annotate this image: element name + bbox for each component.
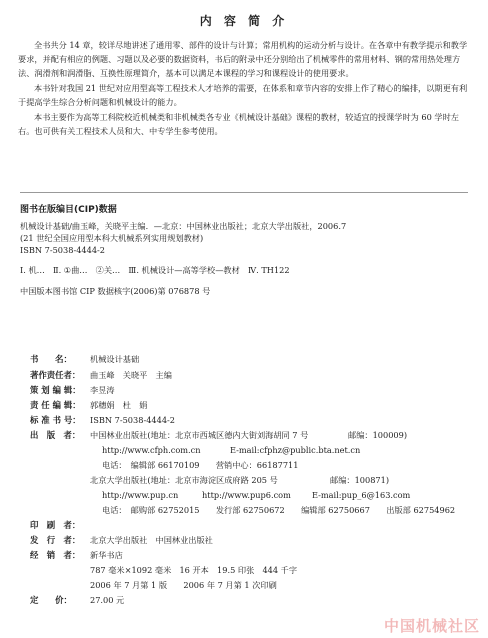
publisher2-zip: 邮编：100871): [330, 475, 390, 485]
field-label: 书 名：: [30, 354, 72, 364]
edition-info: 2006 年 7 月第 1 版 2006 年 7 月第 1 次印刷: [90, 580, 277, 590]
publisher2-phone: 电话： 邮购部 62752015 发行部 62750672 编辑部 62750667 出版部 62754962: [102, 505, 456, 515]
publisher-web: http://www.cfph.com.cn: [102, 445, 201, 455]
isbn: ISBN 7-5038-4444-2: [90, 415, 176, 425]
publisher2-web: http://www.pup.cn: [102, 490, 179, 500]
cip-block: [20, 220, 470, 297]
publisher-contact-row: [30, 443, 480, 458]
watermark: 中国机械社区: [383, 617, 480, 635]
cip-line: ISBN 7-5038-4444-2: [20, 245, 106, 255]
price-row: [30, 593, 480, 608]
publisher2-phone-row: [30, 503, 480, 518]
introduction: [18, 38, 468, 139]
book-format: 787 毫米×1092 毫米 16 开本 19.5 印张 444 千字: [90, 565, 298, 575]
cip-line: (21 世纪全国应用型本科大机械系列实用规划教材): [20, 233, 204, 243]
intro-paragraph: 全书共分 14 章，较详尽地讲述了通用零、部件的设计与计算；常用机构的运动分析与设计。在各章中有教学提示和教学要求，并配有相应的例题、习题以及必要的数据资料，书后的附录中还分别给出了机械零件的常用材料、钢的常用热处理方法、润滑剂和润滑脂、互换性原理简介，基本可以满足本课程的学习和课程设计的使用要求。: [18, 40, 468, 78]
section-divider: [20, 192, 468, 193]
page-title: 内 容 简 介: [199, 14, 289, 28]
intro-paragraph: 本书针对我国 21 世纪对应用型高等工程技术人才培养的需要，在体系和章节内容的安排上作了精心的编排，以期更有利于提高学生综合分析问题和机械设计的能力。: [18, 83, 468, 107]
field-label: 印 刷 者：: [30, 520, 81, 530]
cip-line: Ⅰ. 机… Ⅱ. ①曲… ②关… Ⅲ. 机械设计—高等学校—教材 Ⅳ. TH122: [20, 265, 290, 275]
publisher-zip: 邮编：100009): [348, 430, 408, 440]
book-title-row: [30, 352, 480, 368]
publisher2-web2: http://www.pup6.com: [202, 490, 291, 500]
publisher2-email: E-mail:pup_6@163.com: [312, 490, 411, 500]
printer-row: [30, 518, 480, 533]
edition-row: [30, 578, 480, 593]
field-label: 著作责任者：: [30, 370, 81, 380]
field-label: 策 划 编 辑：: [30, 385, 81, 395]
author: 曲玉峰 关晓平 主编: [90, 370, 172, 380]
copyright-page: [30, 352, 480, 608]
editor: 郭穗娟 杜 娟: [90, 400, 148, 410]
cip-line: 机械设计基础/曲玉峰，关晓平主编．—北京：中国林业出版社；北京大学出版社，2006.7: [20, 221, 347, 231]
seller: 新华书店: [90, 550, 123, 560]
editor-row: [30, 398, 480, 413]
field-label: 定 价：: [30, 595, 72, 605]
isbn-row: [30, 413, 480, 428]
field-label: 标 准 书 号：: [30, 415, 81, 425]
distributor: 北京大学出版社 中国林业出版社: [90, 535, 213, 545]
book-title: 机械设计基础: [90, 354, 140, 364]
cip-heading: 图书在版编目(CIP)数据: [20, 205, 117, 215]
author-row: [30, 368, 480, 383]
publisher-address: 中国林业出版社(地址：北京市西城区德内大街刘海胡同 7 号: [90, 430, 309, 440]
publisher-row: [30, 428, 480, 443]
seller-row: [30, 548, 480, 563]
field-label: 出 版 者：: [30, 430, 81, 440]
publisher2-contact-row: [30, 488, 480, 503]
format-row: [30, 563, 480, 578]
field-label: 责 任 编 辑：: [30, 400, 81, 410]
publisher-phone-row: [30, 458, 480, 473]
field-label: 经 销 者：: [30, 550, 81, 560]
publisher2-row: [30, 473, 480, 488]
distributor-row: [30, 533, 480, 548]
publisher-phone: 电话： 编辑部 66170109 营销中心：66187711: [102, 460, 299, 470]
planner: 李昱涛: [90, 385, 115, 395]
intro-paragraph: 本书主要作为高等工科院校近机械类和非机械类各专业《机械设计基础》课程的教材，较适宜的授课学时为 60 学时左右。也可供有关工程技术人员和大、中专学生参考使用。: [18, 112, 459, 136]
publisher-email: E-mail:cfphz@public.bta.net.cn: [230, 445, 361, 455]
planner-row: [30, 383, 480, 398]
publisher2-address: 北京大学出版社(地址：北京市海淀区成府路 205 号: [90, 475, 278, 485]
cip-line: 中国版本图书馆 CIP 数据核字(2006)第 076878 号: [20, 286, 211, 296]
field-label: 发 行 者：: [30, 535, 81, 545]
price: 27.00 元: [90, 595, 125, 605]
